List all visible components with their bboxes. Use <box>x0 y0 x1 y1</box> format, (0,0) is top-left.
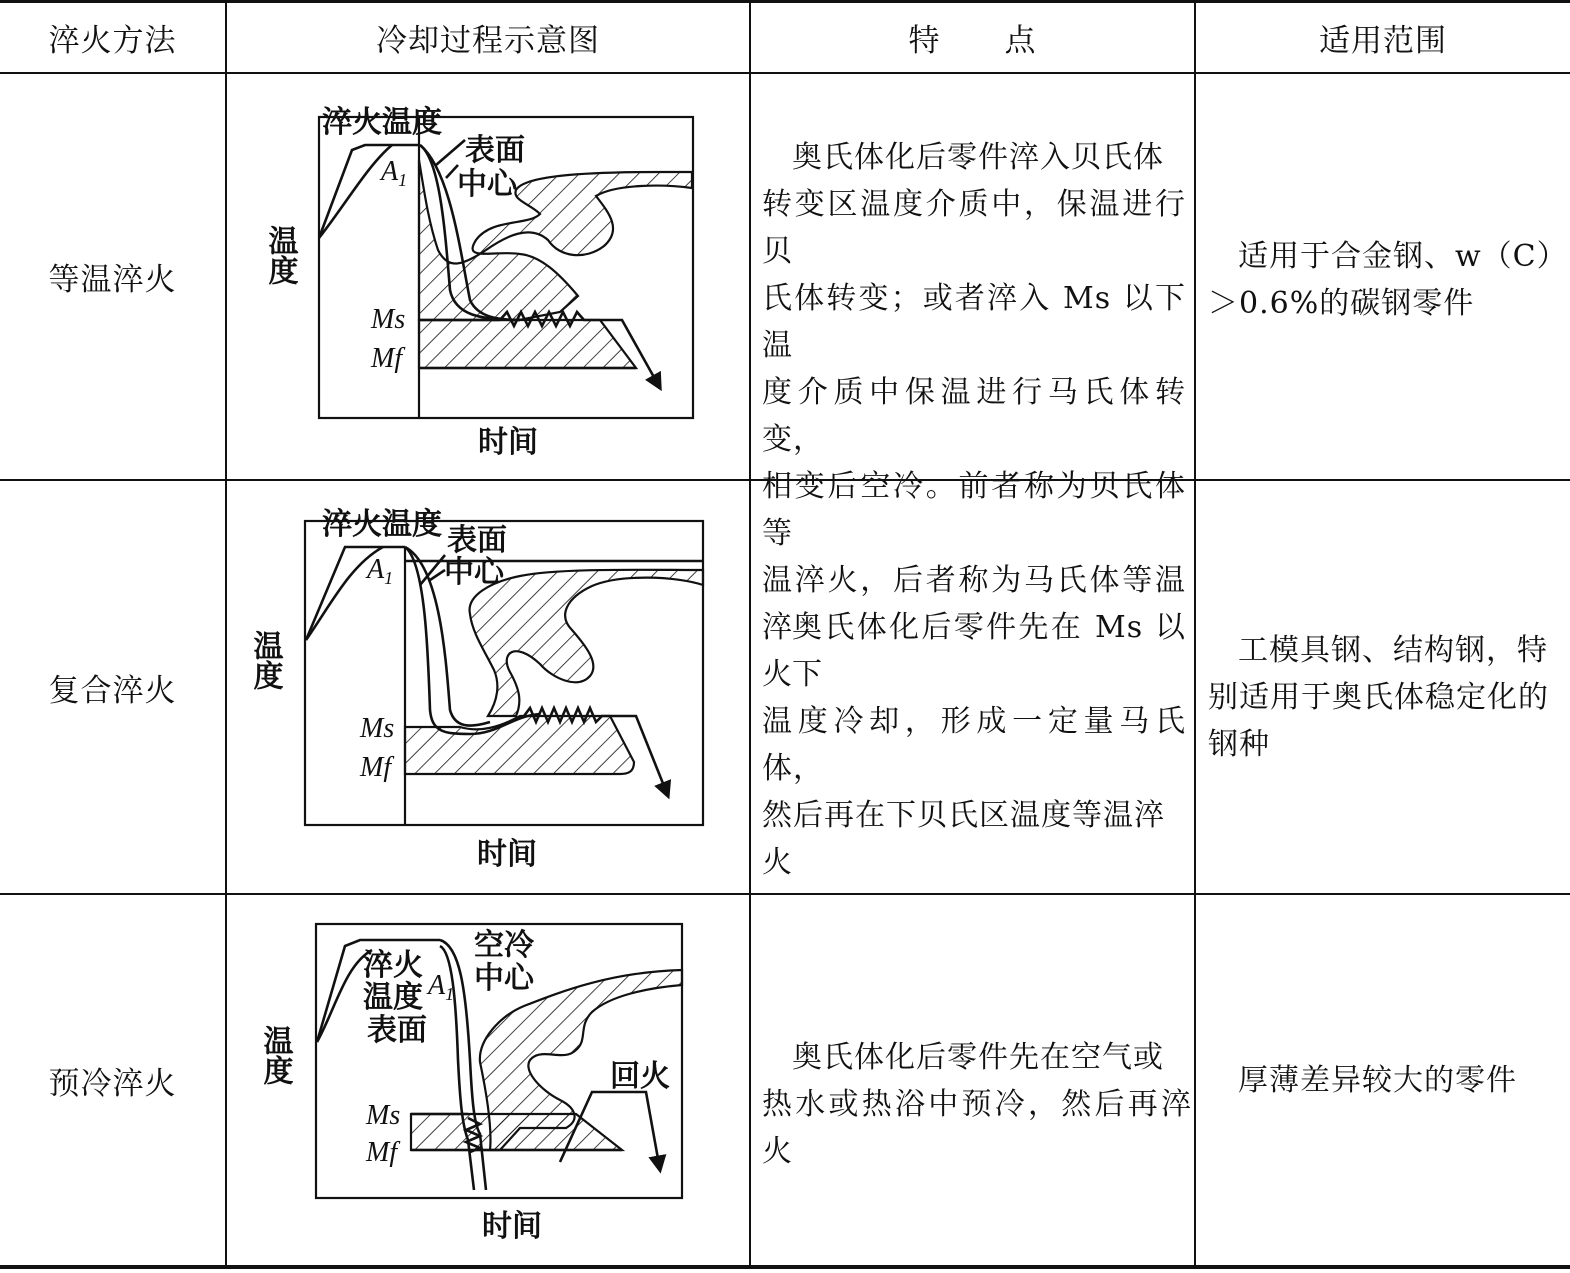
row2-bottom-rule <box>0 893 1570 895</box>
header-features: 特 点 <box>908 23 1037 59</box>
martensite-band <box>405 716 634 774</box>
quench-temp-label-2: 温度 <box>363 980 423 1015</box>
row1-features-line: 氏体转变；或者淬入 Ms 以下温 <box>762 281 1186 363</box>
col-divider-3 <box>1194 0 1196 1268</box>
surface-label: 表面 <box>447 523 507 558</box>
martensite-band <box>411 1114 622 1150</box>
row2-features-line: 奥氏体化后零件先在 Ms 以下 <box>792 610 1186 692</box>
temper-label: 回火 <box>610 1059 670 1094</box>
mf-label: Mf <box>360 752 392 783</box>
row2-features-line: 然后再在下贝氏区温度等温淬 <box>762 798 1165 833</box>
header-method: 淬火方法 <box>48 23 177 59</box>
row3-features-line: 奥氏体化后零件先在空气或 <box>792 1040 1164 1075</box>
surface-leader <box>436 140 465 165</box>
quench-temp-label-1: 淬火 <box>363 948 423 983</box>
heating-curve-outer <box>306 547 405 640</box>
row1-features-line: 奥氏体化后零件淬入贝氏体 <box>792 140 1164 175</box>
ms-label: Ms <box>371 304 406 335</box>
header-diagram: 冷却过程示意图 <box>376 23 600 59</box>
center-label: 中心 <box>474 961 534 996</box>
quench-temp-label: 淬火温度 <box>322 105 442 140</box>
transformation-region <box>470 570 703 716</box>
x-axis-label: 时间 <box>477 837 537 872</box>
x-axis-label: 时间 <box>482 1209 542 1244</box>
a1-label: $A_1$ <box>428 970 455 1004</box>
center-label: 中心 <box>444 555 504 590</box>
air-cool-label: 空冷 <box>474 928 534 963</box>
header-scope: 适用范围 <box>1319 23 1447 59</box>
a1-label: $A_1$ <box>367 554 394 588</box>
surface-label: 表面 <box>367 1013 427 1048</box>
row2-features-line: 温度冷却，形成一定量马氏体， <box>762 704 1186 786</box>
row1-method: 等温淬火 <box>48 262 177 298</box>
heating-curve-outer <box>319 145 420 238</box>
temper-path <box>560 1092 660 1170</box>
row3-features <box>762 1034 1192 1175</box>
row2-scope-line: 别适用于奥氏体稳定化的 <box>1208 680 1549 715</box>
row1-features-line: 度介质中保温进行马氏体转变， <box>762 375 1186 457</box>
surface-label: 表面 <box>465 133 525 168</box>
row3-features-line: 热水或热浴中预冷，然后再淬火 <box>762 1087 1192 1169</box>
a1-label: $A_1$ <box>381 156 408 190</box>
row2-cooling-diagram <box>247 500 722 880</box>
y-axis-label: 温度 <box>257 1025 293 1085</box>
ms-label: Ms <box>360 713 395 744</box>
row1-scope-line: ＞0.6%的碳钢零件 <box>1208 286 1475 321</box>
row2-features <box>762 604 1186 886</box>
row1-cooling-diagram <box>262 92 722 472</box>
row2-features-line: 火 <box>762 845 793 880</box>
row2-scope-line: 钢种 <box>1208 727 1270 762</box>
row2-method: 复合淬火 <box>48 672 177 709</box>
header-bottom-rule <box>0 72 1570 74</box>
center-label: 中心 <box>457 167 517 202</box>
col-divider-2 <box>749 0 751 1268</box>
row1-features-line: 相变后空冷。前者称为贝氏体等 <box>762 469 1186 551</box>
mf-label: Mf <box>366 1137 398 1168</box>
row1-features-line: 火 <box>762 657 793 692</box>
row3-scope <box>1208 1057 1564 1104</box>
x-axis-label: 时间 <box>478 425 538 460</box>
quench-temp-label: 淬火温度 <box>322 507 442 542</box>
y-axis-label: 温度 <box>262 225 298 285</box>
mf-label: Mf <box>371 343 403 374</box>
row3-cooling-diagram <box>257 912 722 1257</box>
row1-features-line: 温淬火，后者称为马氏体等温淬 <box>762 563 1186 645</box>
row1-scope-line: 适用于合金钢、w（C） <box>1238 239 1568 274</box>
row2-scope <box>1208 627 1564 768</box>
table-bottom-rule <box>0 1265 1570 1269</box>
row2-scope-line: 工模具钢、结构钢，特 <box>1238 633 1548 668</box>
row3-method: 预冷淬火 <box>48 1065 177 1102</box>
y-axis-label: 温度 <box>247 630 283 690</box>
ms-label: Ms <box>366 1100 401 1131</box>
row1-scope <box>1208 233 1568 327</box>
row3-scope-line: 厚薄差异较大的零件 <box>1238 1063 1517 1098</box>
col-divider-1 <box>225 0 227 1268</box>
row1-features-line: 转变区温度介质中，保温进行贝 <box>762 187 1186 269</box>
